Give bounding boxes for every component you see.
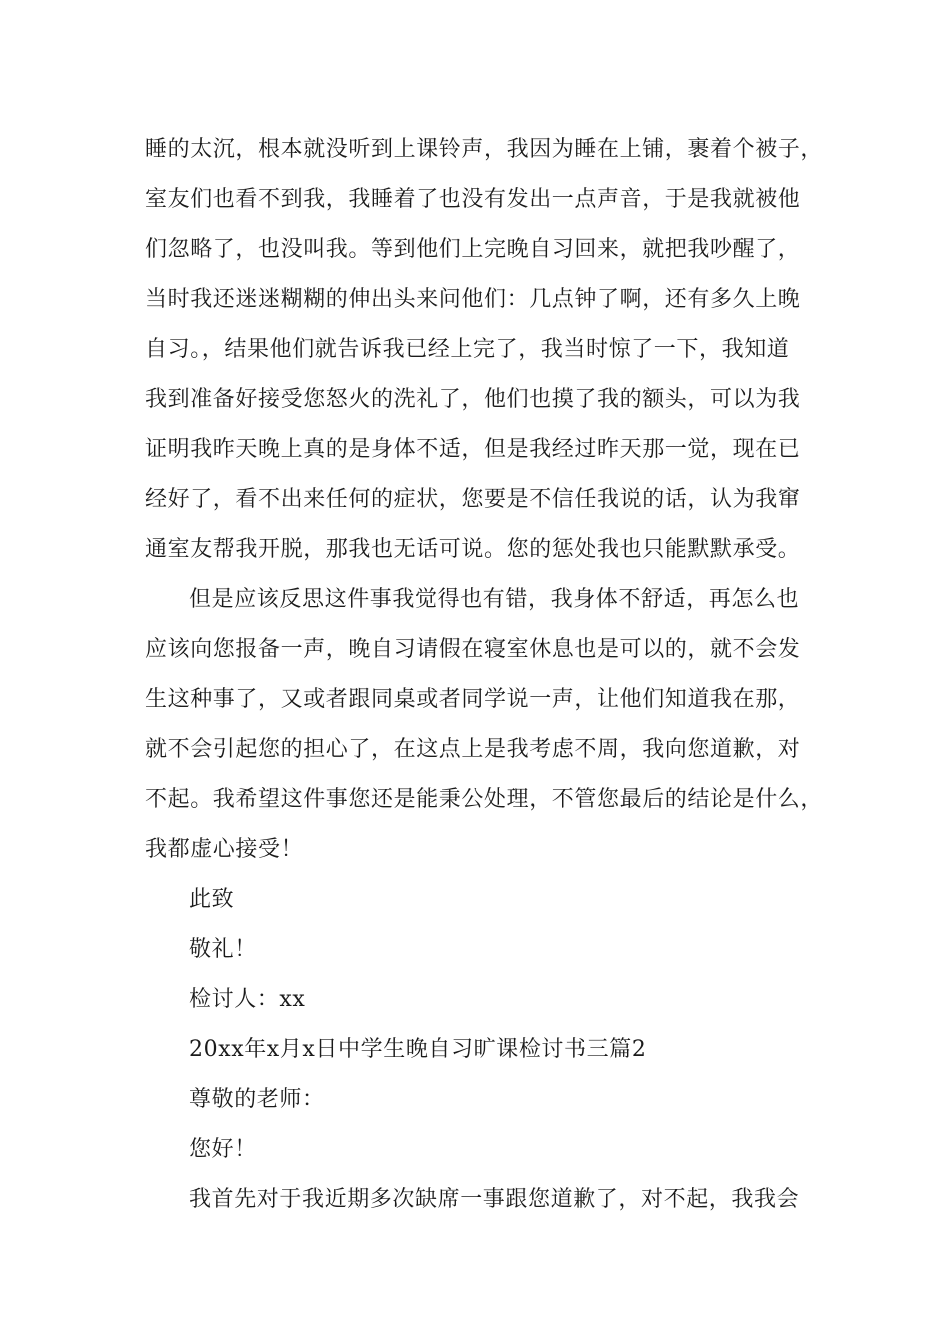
paragraph-line: 就不会引起您的担心了，在这点上是我考虑不周，我向您道歉，对 [145,737,801,762]
paragraph-line: 通室友帮我开脱，那我也无话可说。您的惩处我也只能默默承受。 [145,537,801,562]
paragraph-line: 生这种事了，又或者跟同桌或者同学说一声，让他们知道我在那， [145,687,801,712]
paragraph-line: 证明我昨天晚上真的是身体不适，但是我经过昨天那一觉，现在已 [145,437,801,462]
paragraph-line: 我首先对于我近期多次缺席一事跟您道歉了，对不起，我我会 [189,1187,800,1212]
paragraph-line: 自习。，结果他们就告诉我已经上完了，我当时惊了一下，我知道 [145,337,790,362]
paragraph-line: 们忽略了，也没叫我。等到他们上完晚自习回来，就把我吵醒了， [145,237,801,262]
paragraph-line: 我都虚心接受！ [145,837,304,862]
closing-salutation: 此致 [189,887,235,912]
paragraph-line: 但是应该反思这件事我觉得也有错，我身体不舒适，再怎么也 [189,587,800,612]
paragraph-line: 我到准备好接受您怒火的洗礼了，他们也摸了我的额头，可以为我 [145,387,801,412]
date-title-line: 20xx年x月x日中学生晚自习旷课检讨书三篇2 [189,1037,647,1062]
paragraph-line: 经好了，看不出来任何的症状，您要是不信任我说的话，认为我窜 [145,487,801,512]
paragraph-line: 不起。我希望这件事您还是能秉公处理，不管您最后的结论是什么， [145,787,824,812]
closing-regards: 敬礼！ [189,937,257,962]
paragraph-line: 应该向您报备一声，晚自习请假在寝室休息也是可以的，就不会发 [145,637,801,662]
greeting: 您好！ [189,1137,257,1162]
paragraph-line: 室友们也看不到我，我睡着了也没有发出一点声音，于是我就被他 [145,187,801,212]
paragraph-line: 睡的太沉，根本就没听到上课铃声，我因为睡在上铺，裹着个被子， [145,137,824,162]
paragraph-line: 当时我还迷迷糊糊的伸出头来问他们：几点钟了啊，还有多久上晚 [145,287,801,312]
greeting-recipient: 尊敬的老师： [189,1087,325,1112]
signature-line: 检讨人：xx [189,987,306,1012]
